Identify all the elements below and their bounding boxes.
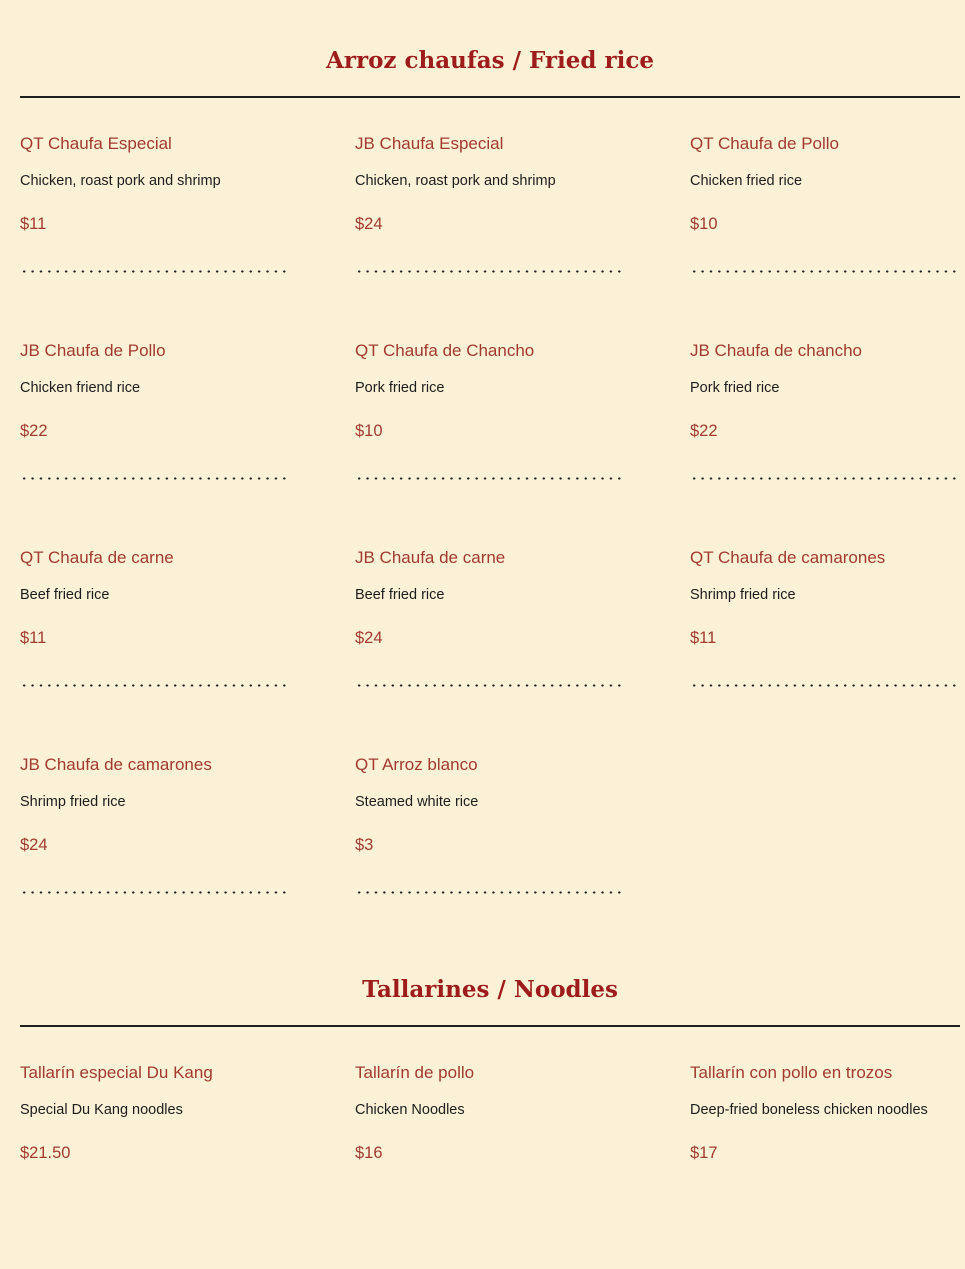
menu-item-description: Shrimp fried rice xyxy=(20,794,126,810)
menu-item xyxy=(20,133,320,340)
menu-item xyxy=(20,340,320,547)
dotted-separator xyxy=(355,891,625,894)
menu-item xyxy=(690,340,965,547)
menu-item-name: Tallarín especial Du Kang xyxy=(20,1063,213,1082)
menu-item-description: Shrimp fried rice xyxy=(690,587,796,603)
menu-item-price: $21.50 xyxy=(20,1144,71,1162)
section-title: Tallarines / Noodles xyxy=(362,976,618,1003)
menu-item-description: Steamed white rice xyxy=(355,794,479,810)
section-title: Arroz chaufas / Fried rice xyxy=(326,47,654,74)
menu-item-description: Chicken, roast pork and shrimp xyxy=(355,173,556,189)
dotted-separator xyxy=(690,270,960,273)
menu-item xyxy=(690,133,965,340)
menu-item-name: JB Chaufa de camarones xyxy=(20,755,212,774)
dotted-separator xyxy=(690,477,960,480)
menu-item-price: $11 xyxy=(20,629,47,647)
dotted-separator xyxy=(355,477,625,480)
menu-item-description: Beef fried rice xyxy=(20,587,110,603)
menu-item-price: $17 xyxy=(690,1144,718,1162)
menu-item-name: JB Chaufa Especial xyxy=(355,134,504,153)
menu-item-name: QT Chaufa de carne xyxy=(20,548,174,567)
menu-item-price: $10 xyxy=(690,215,718,233)
menu-item xyxy=(690,547,965,754)
menu-item-price: $16 xyxy=(355,1144,383,1162)
dotted-separator xyxy=(20,477,290,480)
menu-item xyxy=(355,1062,655,1269)
menu-item-name: JB Chaufa de Pollo xyxy=(20,341,166,360)
menu-item xyxy=(20,547,320,754)
menu-item-name: Tallarín de pollo xyxy=(355,1063,475,1082)
menu-item-price: $24 xyxy=(355,629,383,647)
menu-item-price: $11 xyxy=(20,215,47,233)
menu-item-description: Chicken friend rice xyxy=(20,380,141,396)
section-divider xyxy=(20,96,960,98)
menu-item-name: QT Chaufa de Chancho xyxy=(355,341,535,360)
menu-item-description: Pork fried rice xyxy=(355,380,445,396)
menu-item-description: Deep-fried boneless chicken noodles xyxy=(690,1102,928,1118)
dotted-separator xyxy=(355,684,625,687)
menu-item-price: $10 xyxy=(355,422,383,440)
menu-item-description: Chicken, roast pork and shrimp xyxy=(20,173,221,189)
menu-item xyxy=(690,1062,965,1269)
menu-item-name: QT Arroz blanco xyxy=(355,755,478,774)
menu-section-noodles xyxy=(0,930,965,1197)
menu-item-description: Chicken Noodles xyxy=(355,1102,465,1118)
menu-item-price: $24 xyxy=(20,836,48,854)
dotted-separator xyxy=(20,270,290,273)
menu-item-name: QT Chaufa de camarones xyxy=(690,548,886,567)
menu-item-price: $11 xyxy=(690,629,717,647)
menu-item-name: QT Chaufa Especial xyxy=(20,134,172,153)
menu-item-description: Beef fried rice xyxy=(355,587,445,603)
menu-item-price: $22 xyxy=(690,422,718,440)
menu-item-name: JB Chaufa de carne xyxy=(355,548,506,567)
menu-item-name: Tallarín con pollo en trozos xyxy=(690,1063,893,1082)
menu-item-description: Special Du Kang noodles xyxy=(20,1102,183,1118)
dotted-separator xyxy=(20,684,290,687)
menu-item-price: $3 xyxy=(355,836,374,854)
menu-item-price: $22 xyxy=(20,422,48,440)
menu-item-price: $24 xyxy=(355,215,383,233)
menu-item-name: QT Chaufa de Pollo xyxy=(690,134,839,153)
menu-item xyxy=(20,1062,320,1269)
menu-item-name: JB Chaufa de chancho xyxy=(690,341,863,360)
menu-item xyxy=(355,133,655,340)
menu-item xyxy=(355,340,655,547)
menu-item xyxy=(355,547,655,754)
dotted-separator xyxy=(355,270,625,273)
menu-item-description: Pork fried rice xyxy=(690,380,780,396)
menu-item-description: Chicken fried rice xyxy=(690,173,803,189)
dotted-separator xyxy=(20,891,290,894)
dotted-separator xyxy=(690,684,960,687)
section-divider xyxy=(20,1025,960,1027)
